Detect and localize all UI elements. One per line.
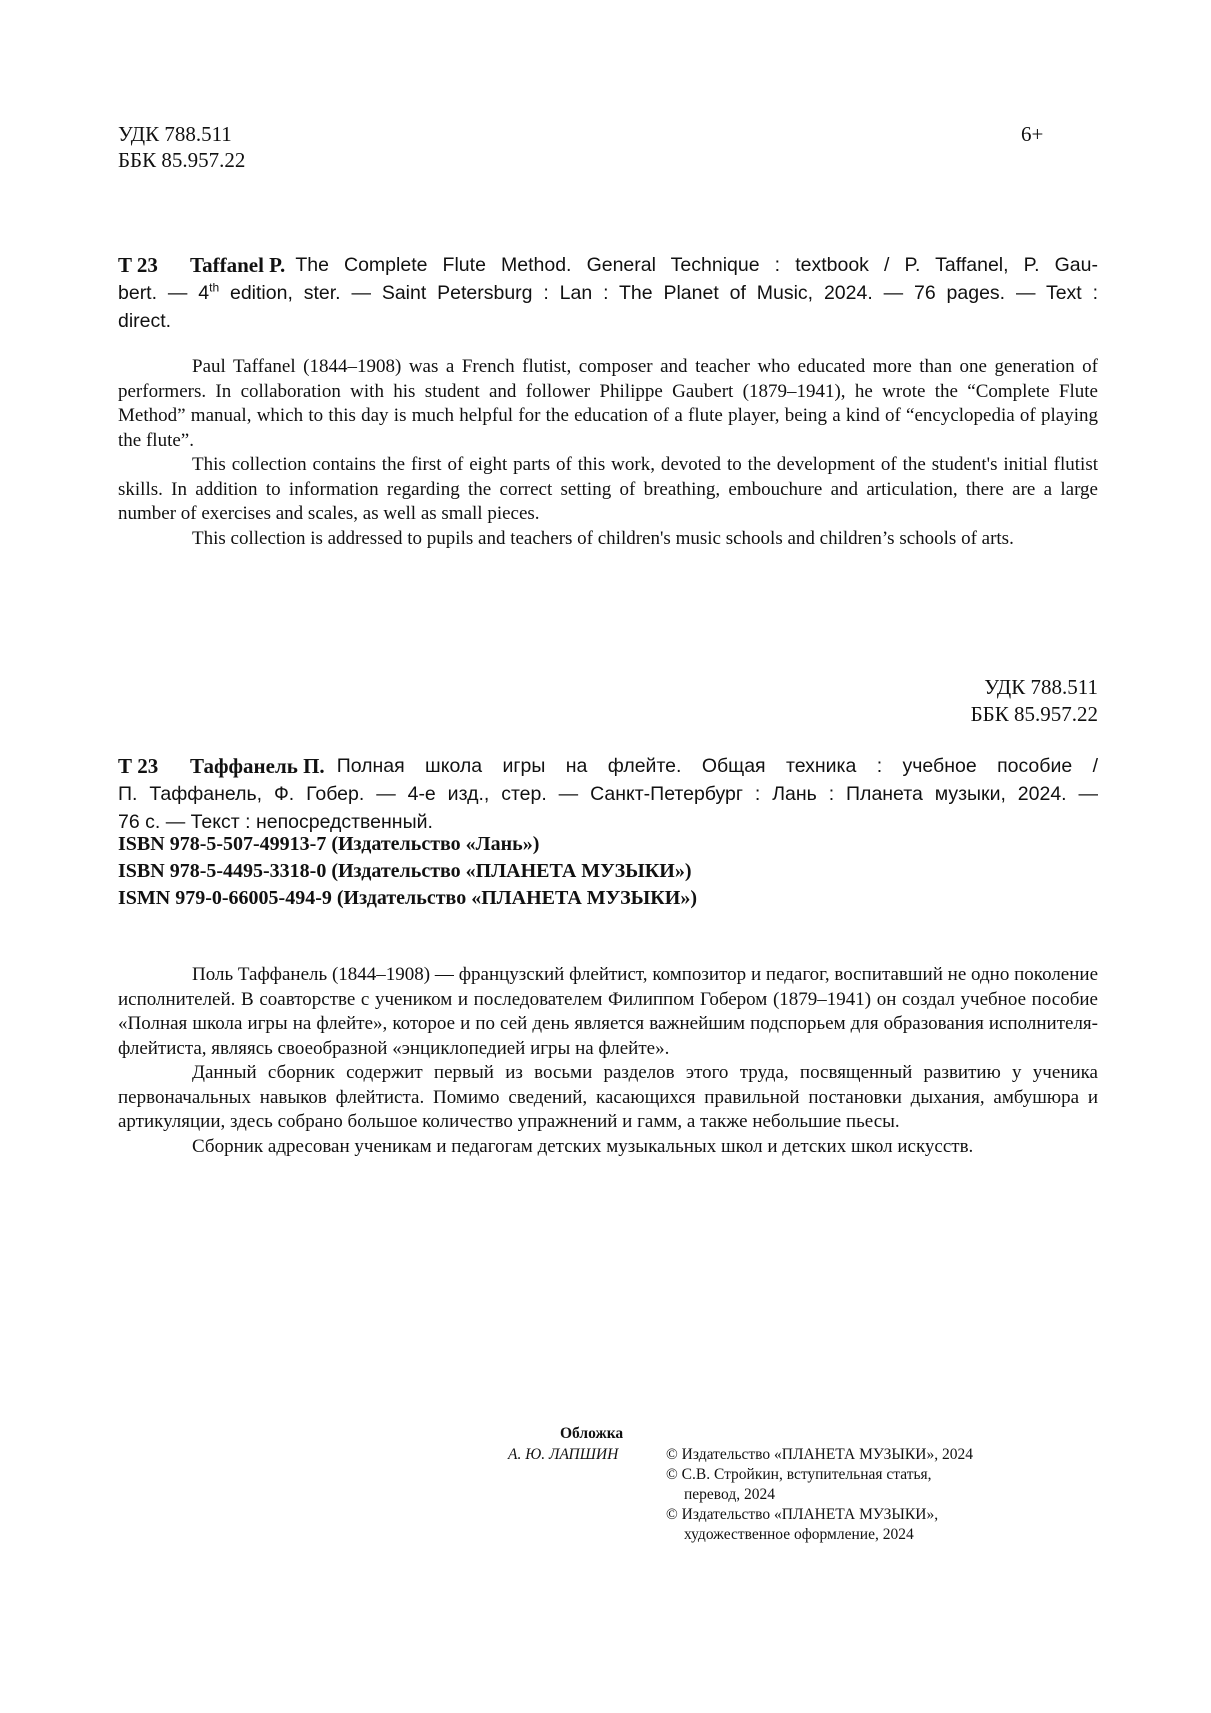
russian-annotation-paragraph-3: Сборник адресован ученикам и педагогам детских музыкальных школ и детских школ искусств.	[192, 1135, 974, 1157]
english-title-line-3: direct.	[118, 310, 172, 332]
english-annotation-paragraph-2: This collection contains the first of eight parts of this work, devoted to the development of the student's initial flutist skills. In addition to information regarding the correct setting of breathing, embouchure and articulation, there are a large number of exercises and scales, as well as small pieces.	[118, 454, 1098, 524]
russian-bbk-code: ББК 85.957.22	[970, 702, 1098, 726]
english-line-2-pre: bert. — 4	[118, 282, 210, 304]
ismn-planet-of-music: ISMN 979-0-66005-494-9 (Издательство «ПЛАНЕТА МУЗЫКИ»)	[118, 887, 698, 909]
age-rating: 6+	[1021, 122, 1044, 146]
russian-annotation-paragraph-1: Поль Таффанель (1844–1908) — французский флейтист, композитор и педагог, воспитавший не одно поколение исполнителей. В соавторстве с учеником и последователем Филиппом Гобером (1879–1941) он создал учебное пособие «Полная школа игры на флейте», которое и по сей день является важнейшим подспорьем для образования исполнителя-флейтиста, являясь своеобразной «энциклопедией игры на флейте».	[118, 964, 1098, 1059]
copyright-line-1: © Издательство «ПЛАНЕТА МУЗЫКИ», 2024	[666, 1446, 973, 1463]
isbn-lan: ISBN 978-5-507-49913-7 (Издательство «Лань»)	[118, 833, 540, 855]
bbk-code: ББК 85.957.22	[118, 148, 246, 172]
russian-author: Таффанель П.	[190, 754, 325, 778]
english-bibliographic-entry	[118, 251, 1098, 335]
russian-annotation	[118, 963, 1098, 1159]
copyright-line-4: © Издательство «ПЛАНЕТА МУЗЫКИ»,	[666, 1506, 939, 1523]
english-title-line-1: The Complete Flute Method. General Technique : textbook / P. Taffanel, P. Gau-	[295, 254, 1098, 276]
russian-title-line-2: П. Таффанель, Ф. Гобер. — 4-е изд., стер. — Санкт-Петербург : Лань : Планета музыки, 2024. —	[118, 783, 1098, 805]
copyright-line-3: перевод, 2024	[684, 1486, 775, 1503]
cover-artist: А. Ю. ЛАПШИН	[508, 1446, 619, 1463]
russian-annotation-paragraph-2: Данный сборник содержит первый из восьми разделов этого труда, посвященный развитию у ученика первоначальных навыков флейтиста. Помимо сведений, касающихся правильной постановки дыхания, амбушюра и артикуляции, здесь собрано большое количество упражнений и гамм, а также небольшие пьесы.	[118, 1062, 1098, 1132]
english-author: Taffanel P.	[190, 253, 286, 277]
cover-label: Обложка	[560, 1425, 624, 1442]
english-edition-superscript: th	[209, 280, 220, 295]
english-annotation-paragraph-3: This collection is addressed to pupils and teachers of children's music schools and children’s schools of arts.	[192, 527, 1014, 549]
english-catalog-code: T 23	[118, 253, 158, 277]
english-annotation	[118, 355, 1098, 551]
copyright-line-2: © С.В. Стройкин, вступительная статья,	[666, 1466, 932, 1483]
russian-catalog-code: Т 23	[118, 754, 159, 778]
russian-udk-code: УДК 788.511	[984, 675, 1098, 699]
russian-title-line-1: Полная школа игры на флейте. Общая техника : учебное пособие /	[336, 755, 1098, 777]
russian-title-line-3: 76 с. — Текст : непосредственный.	[118, 811, 433, 833]
english-annotation-paragraph-1: Paul Taffanel (1844–1908) was a French flutist, composer and teacher who educated more than one generation of performers. In collaboration with his student and follower Philippe Gaubert (1879–1941), he wrote the “Complete Flute Method” manual, which to this day is much helpful for the education of a flute player, being a kind of “encyclopedia of playing the flute”.	[118, 356, 1098, 451]
english-title-line-2	[118, 279, 1098, 307]
copyright-line-5: художественное оформление, 2024	[684, 1526, 914, 1543]
english-line-2-post: edition, ster. — Saint Petersburg : Lan : The Planet of Music, 2024. — 76 pages. — Text :	[219, 282, 1099, 304]
udk-code: УДК 788.511	[118, 122, 232, 146]
copyright-block	[666, 1445, 973, 1545]
russian-bibliographic-entry	[118, 752, 1098, 836]
isbn-planet-of-music: ISBN 978-5-4495-3318-0 (Издательство «ПЛАНЕТА МУЗЫКИ»)	[118, 860, 692, 882]
isbn-list	[118, 831, 697, 912]
